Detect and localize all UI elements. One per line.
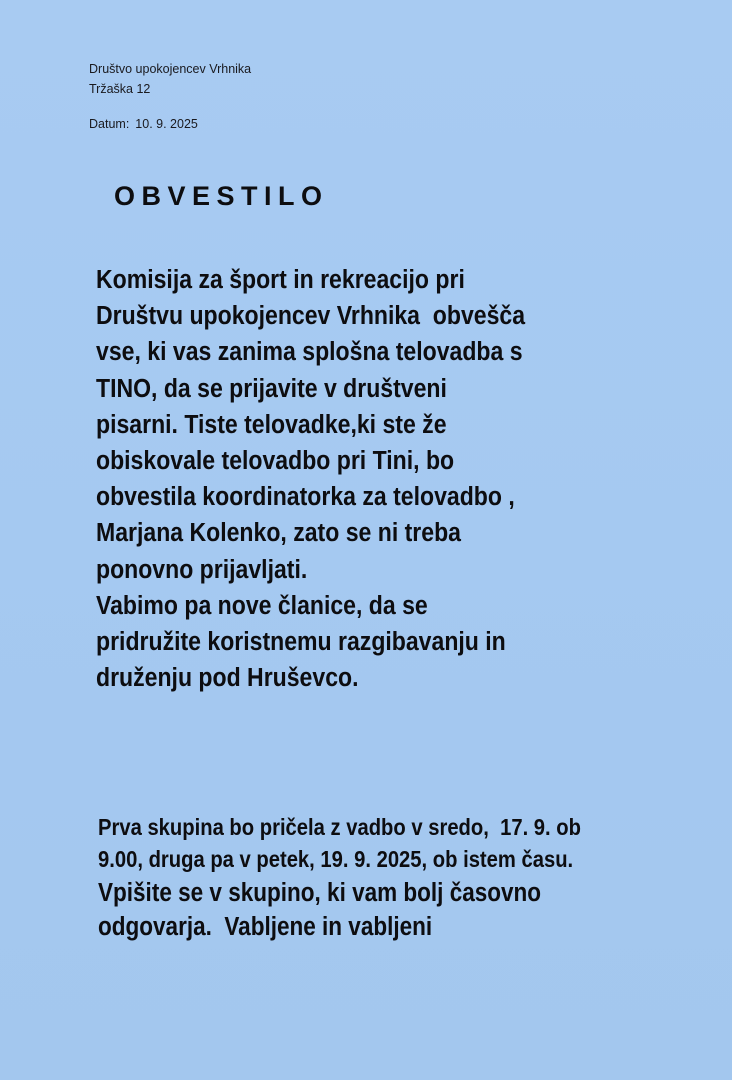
body-line: ponovno prijavljati. [96,553,308,584]
body-line: pridružite koristnemu razgibavanju in [96,626,506,657]
closing-line: odgovarja. Vabljene in vabljeni [98,911,433,941]
schedule-block [98,812,631,943]
closing-line: Vpišite se v skupino, ki vam bolj časovno [98,877,542,907]
organization-name: Društvo upokojencev Vrhnika [89,62,252,76]
body-line: TINO, da se prijavite v društveni [96,372,447,403]
schedule-line: Prva skupina bo pričela z vadbo v sredo, 17. 9. ob [98,814,581,840]
schedule-line: 9.00, druga pa v petek, 19. 9. 2025, ob istem času. [98,845,574,872]
body-line: Društvu upokojencev Vrhnika obvešča [96,300,526,331]
organization-address: Tržaška 12 [89,82,151,96]
body-line: vse, ki vas zanima splošna telovadba s [96,336,523,367]
sender-block [89,59,251,99]
body-line: Marjana Kolenko, zato se ni treba [96,517,461,548]
body-line: obvestila koordinatorka za telovadbo , [96,481,515,512]
date-value: 10. 9. 2025 [135,117,198,131]
date-line [89,114,198,134]
body-line: Vabimo pa nove članice, da se [96,589,428,620]
date-label: Datum: [89,117,130,131]
body-line: pisarni. Tiste telovadke,ki ste že [96,408,447,439]
notice-title: OBVESTILO [114,181,329,211]
notice-body [96,261,642,695]
body-line: druženju pod Hruševco. [96,662,359,693]
body-line: Komisija za šport in rekreacijo pri [96,264,465,294]
body-line: obiskovale telovadbo pri Tini, bo [96,445,455,476]
